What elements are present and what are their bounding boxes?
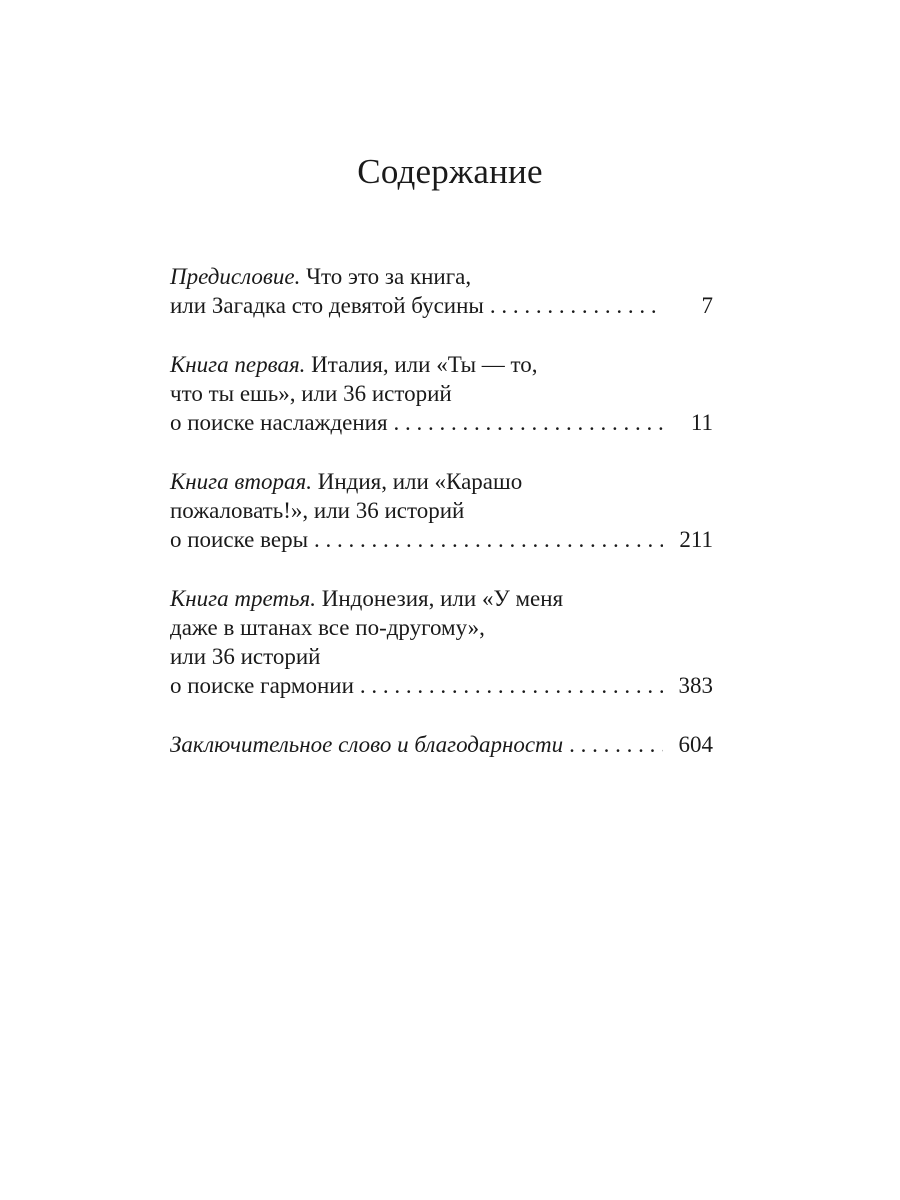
toc-entry-book-two[interactable] — [170, 467, 713, 554]
toc-entry-text: Что это за книга, — [300, 264, 472, 289]
page-number: 7 — [701, 293, 713, 318]
toc-entry-text: или Загадка сто девятой бусины — [170, 293, 484, 318]
toc-entry-text: пожаловать!», или 36 историй — [170, 498, 465, 523]
toc-entry-text: что ты ешь», или 36 историй — [170, 381, 452, 406]
toc-entry-text: о поиске гармонии — [170, 673, 354, 698]
toc-entry-first-line — [170, 467, 713, 496]
page-number: 211 — [679, 527, 713, 552]
toc-entry-label: Заключительное слово и благодарности — [170, 732, 564, 757]
toc-entry-text: о поиске веры — [170, 527, 309, 552]
toc-entry-last-line — [170, 525, 713, 554]
dot-leader — [360, 671, 663, 700]
toc-entry-preface[interactable] — [170, 262, 713, 320]
toc-entry-first-line — [170, 350, 713, 379]
toc-entry-afterword[interactable] — [170, 730, 713, 759]
toc-entry-text: Индия, или «Карашо — [311, 469, 523, 494]
dot-leader — [394, 408, 663, 437]
page-number: 383 — [678, 673, 713, 698]
toc-entry-label: Книга вторая. — [170, 469, 312, 494]
toc-entry-text: или 36 историй — [170, 644, 321, 669]
toc-entry-label: Предисловие. — [170, 264, 301, 289]
toc-entry-last-line — [170, 730, 713, 759]
toc-entry-book-one[interactable] — [170, 350, 713, 437]
toc-entry-last-line — [170, 671, 713, 700]
page-title: Содержание — [357, 152, 543, 191]
toc-entry-label: Книга третья. — [170, 586, 316, 611]
toc-entry-first-line — [170, 584, 713, 613]
toc-entry-text: Италия, или «Ты — то, — [305, 352, 538, 377]
dot-leader — [314, 525, 663, 554]
toc-entry-text: даже в штанах все по-другому», — [170, 615, 485, 640]
toc-entry-label: Книга первая. — [170, 352, 306, 377]
toc-entry-last-line — [170, 291, 713, 320]
toc-entry-last-line — [170, 408, 713, 437]
toc-entry-first-line — [170, 262, 713, 291]
page-number: 11 — [690, 410, 713, 435]
page-number: 604 — [678, 732, 713, 757]
dot-leader — [490, 291, 663, 320]
dot-leader — [569, 730, 663, 759]
table-of-contents — [170, 262, 713, 759]
toc-entry-text: о поиске наслаждения — [170, 410, 388, 435]
toc-entry-text: Индонезия, или «У меня — [315, 586, 564, 611]
toc-entry-book-three[interactable] — [170, 584, 713, 700]
